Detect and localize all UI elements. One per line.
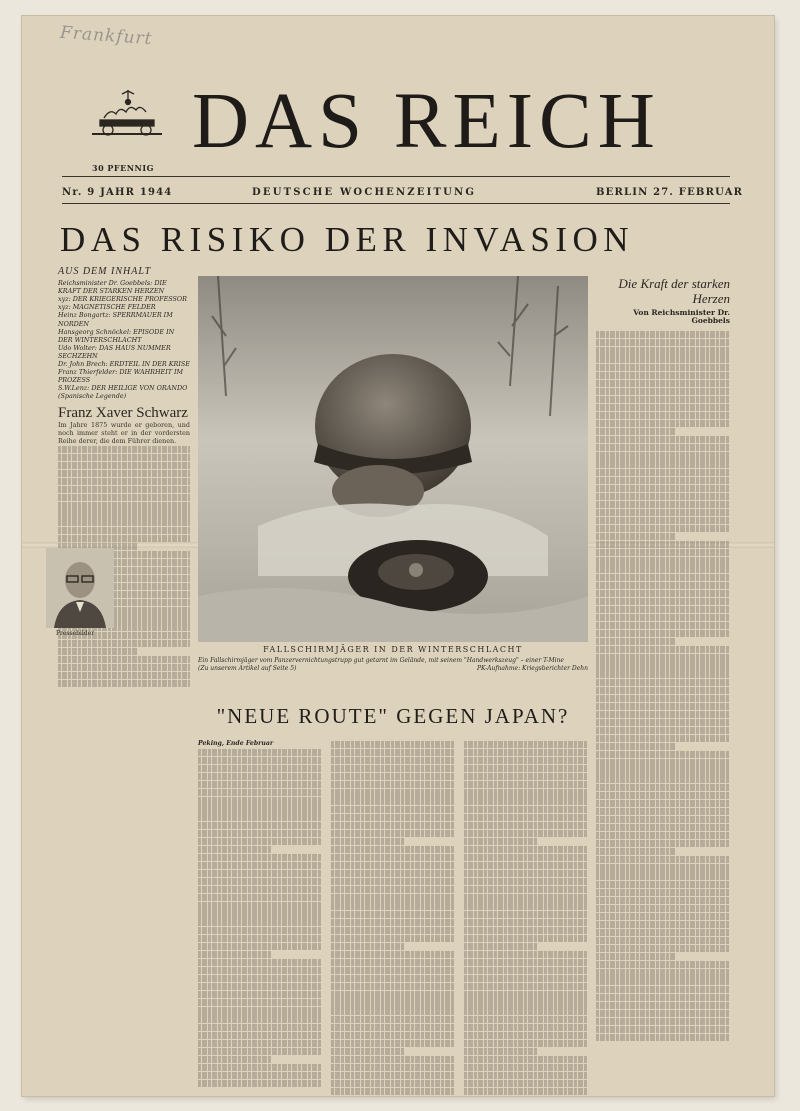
text-line xyxy=(331,838,405,845)
text-line xyxy=(596,598,730,605)
text-line xyxy=(596,452,730,459)
text-line xyxy=(596,565,730,572)
text-line xyxy=(464,902,588,909)
text-line xyxy=(331,1016,455,1023)
text-line xyxy=(596,872,730,879)
text-line xyxy=(596,824,730,831)
text-line xyxy=(464,1072,588,1079)
text-line xyxy=(198,967,322,974)
text-line xyxy=(596,380,730,387)
contents-title: AUS DEM INHALT xyxy=(58,266,152,277)
text-line xyxy=(464,1048,538,1055)
text-line xyxy=(331,1088,455,1095)
text-line xyxy=(331,773,455,780)
sub-headline: "NEUE ROUTE" GEGEN JAPAN? xyxy=(216,704,570,728)
text-line xyxy=(596,792,730,799)
text-line xyxy=(596,525,730,532)
text-line xyxy=(198,781,322,788)
text-line xyxy=(596,961,730,968)
text-line xyxy=(596,969,730,976)
text-line xyxy=(331,830,455,837)
text-line xyxy=(198,878,322,885)
text-line xyxy=(596,840,730,847)
text-line xyxy=(58,494,190,501)
text-line xyxy=(596,501,730,508)
text-line xyxy=(58,535,190,542)
text-line xyxy=(464,1007,588,1014)
text-line xyxy=(331,983,455,990)
text-line xyxy=(331,822,455,829)
text-line xyxy=(596,775,730,782)
text-line xyxy=(331,781,455,788)
text-line xyxy=(464,789,588,796)
text-line xyxy=(331,846,455,853)
photo-reference: (Zu unserem Artikel auf Seite 5) xyxy=(198,665,297,672)
text-line xyxy=(596,881,730,888)
text-line xyxy=(331,1048,405,1055)
sub-article-col-2 xyxy=(331,740,455,1096)
text-line xyxy=(596,679,730,686)
text-line xyxy=(331,1056,455,1063)
text-line xyxy=(596,364,730,371)
text-line xyxy=(331,1040,455,1047)
text-line xyxy=(198,943,322,950)
text-line xyxy=(596,574,730,581)
text-line xyxy=(58,527,190,534)
text-line xyxy=(198,765,322,772)
text-line xyxy=(198,1024,322,1031)
text-line xyxy=(596,1002,730,1009)
text-line xyxy=(198,951,272,958)
place-date: BERLIN 27. FEBRUAR xyxy=(596,187,744,198)
text-line xyxy=(596,759,730,766)
left-article-title: Franz Xaver Schwarz xyxy=(58,404,188,421)
text-line xyxy=(331,854,455,861)
text-line xyxy=(596,614,730,621)
text-line xyxy=(596,1010,730,1017)
text-line xyxy=(198,1064,322,1071)
contents-item: xyz: MAGNETISCHE FELDER xyxy=(58,303,156,312)
text-line xyxy=(596,533,676,540)
text-line xyxy=(464,773,588,780)
text-line xyxy=(596,913,730,920)
contents-item: Hansgeorg Schnöckel: EPISODE IN DER WINTERSCHLACHT xyxy=(58,327,175,344)
text-line xyxy=(198,975,322,982)
text-line xyxy=(198,1015,322,1022)
text-line xyxy=(331,991,455,998)
text-line xyxy=(464,886,588,893)
text-line xyxy=(464,806,588,813)
text-line xyxy=(198,1048,322,1055)
text-line xyxy=(464,838,538,845)
text-line xyxy=(464,846,588,853)
portrait-photo xyxy=(46,548,114,628)
text-line xyxy=(464,983,588,990)
text-line xyxy=(596,662,730,669)
text-line xyxy=(331,878,455,885)
paper-subtitle: DEUTSCHE WOCHENZEITUNG xyxy=(252,187,477,198)
text-line xyxy=(198,854,322,861)
text-line xyxy=(596,986,730,993)
text-line xyxy=(198,870,322,877)
quadriga-logo xyxy=(84,88,170,138)
text-line xyxy=(596,493,730,500)
text-line xyxy=(331,886,455,893)
text-line xyxy=(464,862,588,869)
text-line xyxy=(58,486,190,493)
text-line xyxy=(331,999,455,1006)
text-line xyxy=(58,510,190,517)
text-line xyxy=(596,703,730,710)
text-line xyxy=(331,862,455,869)
text-line xyxy=(596,372,730,379)
contents-list xyxy=(58,279,190,400)
text-line xyxy=(596,743,676,750)
contents-item: Reichsminister Dr. Goebbels: DIE KRAFT DER STARKEN HERZEN xyxy=(58,279,167,296)
text-line xyxy=(596,929,730,936)
text-line xyxy=(464,911,588,918)
price-label: 30 PFENNIG xyxy=(92,163,154,173)
photo-credit: PK-Aufnahme: Kriegsberichter Dehn xyxy=(477,665,588,672)
photo-subcaption: Ein Fallschirmjäger vom Panzervernichtungstrupp gut getarnt im Gelände, mit seinem "Handwerkszeug" – einer T-Mine xyxy=(198,657,564,664)
text-line xyxy=(198,886,322,893)
text-line xyxy=(331,902,455,909)
text-line xyxy=(464,854,588,861)
text-line xyxy=(198,749,322,756)
left-article-lead: Im Jahre 1875 wurde er geboren, und noch immer steht er in der vordersten Reihe derer, die dem Führer dienen. xyxy=(58,420,190,445)
right-article-body xyxy=(596,331,730,1041)
text-line xyxy=(596,428,676,435)
text-line xyxy=(331,806,455,813)
text-line xyxy=(331,951,455,958)
text-line xyxy=(596,436,730,443)
text-line xyxy=(331,870,455,877)
text-line xyxy=(58,502,190,509)
text-line xyxy=(331,959,455,966)
text-line xyxy=(596,444,730,451)
text-line xyxy=(198,822,322,829)
text-line xyxy=(331,1007,455,1014)
text-line xyxy=(596,638,676,645)
text-line xyxy=(58,640,190,647)
text-line xyxy=(596,921,730,928)
text-line xyxy=(596,808,730,815)
text-line xyxy=(198,983,322,990)
text-line xyxy=(596,557,730,564)
text-line xyxy=(331,1080,455,1087)
contents-item: Heinz Bongartz: SPERRMAUER IM NORDEN xyxy=(58,311,173,328)
text-line xyxy=(596,622,730,629)
text-line xyxy=(464,870,588,877)
right-article-title: Die Kraft der starken Herzen xyxy=(618,276,730,306)
text-line xyxy=(198,797,322,804)
text-line xyxy=(464,749,588,756)
text-line xyxy=(464,1040,588,1047)
text-line xyxy=(331,943,405,950)
text-line xyxy=(596,339,730,346)
text-line xyxy=(464,1032,588,1039)
right-column xyxy=(596,276,730,1042)
text-line xyxy=(464,878,588,885)
text-line xyxy=(464,991,588,998)
contents-item: Franz Thierfelder: DIE WAHRHEIT IM PROZESS xyxy=(58,368,184,385)
text-line xyxy=(596,832,730,839)
text-line xyxy=(331,975,455,982)
text-line xyxy=(464,999,588,1006)
issue-number: Nr. 9 JAHR 1944 xyxy=(62,187,173,198)
contents-item: xyz: DER KRIEGERISCHE PROFESSOR xyxy=(58,295,187,304)
text-line xyxy=(464,765,588,772)
text-line xyxy=(464,830,588,837)
text-line xyxy=(596,1018,730,1025)
text-line xyxy=(464,943,538,950)
text-line xyxy=(596,396,730,403)
text-line xyxy=(58,454,190,461)
text-line xyxy=(464,967,588,974)
text-line xyxy=(464,894,588,901)
masthead-rule-top xyxy=(62,176,730,177)
text-line xyxy=(464,741,588,748)
text-line xyxy=(464,822,588,829)
text-line xyxy=(596,630,730,637)
text-line xyxy=(464,797,588,804)
contents-item: Dr. John Brech: ERDTEIL IN DER KRISE xyxy=(58,360,190,369)
text-line xyxy=(464,951,588,958)
text-line xyxy=(596,347,730,354)
contents-item: S.W.Lenz: DER HEILIGE VON ORANDO (Spanische Legende) xyxy=(58,384,188,401)
text-line xyxy=(596,412,730,419)
text-line xyxy=(596,727,730,734)
text-line xyxy=(331,1024,455,1031)
text-line xyxy=(596,517,730,524)
text-line xyxy=(596,590,730,597)
text-line xyxy=(596,420,730,427)
text-line xyxy=(331,741,455,748)
text-line xyxy=(596,606,730,613)
text-line xyxy=(596,687,730,694)
text-line xyxy=(331,1064,455,1071)
text-line xyxy=(464,959,588,966)
text-line xyxy=(331,919,455,926)
text-line xyxy=(596,784,730,791)
text-line xyxy=(464,1064,588,1071)
text-line xyxy=(331,797,455,804)
text-line xyxy=(596,509,730,516)
text-line xyxy=(464,757,588,764)
text-line xyxy=(596,485,730,492)
photo-subcaption-row xyxy=(198,657,588,664)
text-line xyxy=(198,805,322,812)
text-line xyxy=(198,927,322,934)
text-line xyxy=(464,919,588,926)
text-line xyxy=(596,719,730,726)
text-line xyxy=(198,1056,272,1063)
text-line xyxy=(596,1026,730,1033)
contents-item: Udo Wolter: DAS HAUS NUMMER SECHZEHN xyxy=(58,343,171,360)
text-line xyxy=(58,446,190,453)
text-line xyxy=(198,999,322,1006)
text-line xyxy=(596,994,730,1001)
text-line xyxy=(198,1007,322,1014)
text-line xyxy=(198,918,322,925)
text-line xyxy=(198,991,322,998)
text-line xyxy=(596,477,730,484)
text-line xyxy=(596,646,730,653)
sub-article-col-3 xyxy=(464,740,588,1096)
text-line xyxy=(596,404,730,411)
portrait-caption: Pressebilder xyxy=(56,630,95,637)
text-line xyxy=(198,894,322,901)
text-line xyxy=(331,749,455,756)
text-line xyxy=(596,1034,730,1041)
text-line xyxy=(596,953,676,960)
text-line xyxy=(596,945,730,952)
text-line xyxy=(198,846,272,853)
text-line xyxy=(596,864,730,871)
text-line xyxy=(198,789,322,796)
text-line xyxy=(596,937,730,944)
text-line xyxy=(464,1088,588,1095)
text-line xyxy=(596,711,730,718)
text-line xyxy=(596,897,730,904)
text-line xyxy=(464,814,588,821)
text-line xyxy=(331,911,455,918)
text-line xyxy=(596,469,730,476)
text-line xyxy=(596,977,730,984)
text-line xyxy=(198,1080,322,1087)
text-line xyxy=(596,905,730,912)
text-line xyxy=(198,830,322,837)
text-line xyxy=(58,462,190,469)
text-line xyxy=(596,541,730,548)
text-line xyxy=(198,813,322,820)
text-line xyxy=(464,935,588,942)
text-line xyxy=(331,894,455,901)
text-line xyxy=(464,1016,588,1023)
text-line xyxy=(198,935,322,942)
text-line xyxy=(596,460,730,467)
text-line xyxy=(58,478,190,485)
main-photo xyxy=(198,276,588,642)
text-line xyxy=(58,664,190,671)
right-article-author: Von Reichsminister Dr. Goebbels xyxy=(633,308,730,326)
text-line xyxy=(198,773,322,780)
text-line xyxy=(464,1080,588,1087)
text-line xyxy=(596,388,730,395)
text-line xyxy=(331,814,455,821)
text-line xyxy=(464,1024,588,1031)
text-line xyxy=(464,781,588,788)
text-line xyxy=(58,680,190,687)
text-line xyxy=(596,848,676,855)
main-headline: DAS RISIKO DER INVASION xyxy=(60,220,635,259)
text-line xyxy=(596,767,730,774)
text-line xyxy=(198,1072,322,1079)
text-line xyxy=(596,735,730,742)
text-line xyxy=(331,967,455,974)
masthead-title: DAS REICH xyxy=(192,78,661,165)
text-line xyxy=(464,1056,588,1063)
text-line xyxy=(596,331,730,338)
text-line xyxy=(198,902,322,909)
text-line xyxy=(596,670,730,677)
text-line xyxy=(596,695,730,702)
photo-caption: FALLSCHIRMJÄGER IN DER WINTERSCHLACHT xyxy=(263,645,523,654)
text-line xyxy=(58,518,190,525)
text-line xyxy=(198,1040,322,1047)
text-line xyxy=(331,927,455,934)
text-line xyxy=(464,927,588,934)
text-line xyxy=(596,549,730,556)
text-line xyxy=(596,889,730,896)
text-line xyxy=(198,862,322,869)
text-line xyxy=(596,816,730,823)
text-line xyxy=(58,656,190,663)
text-line xyxy=(198,959,322,966)
text-line xyxy=(331,789,455,796)
text-line xyxy=(198,1032,322,1039)
text-line xyxy=(58,470,190,477)
text-line xyxy=(331,935,455,942)
text-line xyxy=(331,765,455,772)
text-line xyxy=(331,1032,455,1039)
text-line xyxy=(198,838,322,845)
photo-credit-row xyxy=(198,665,588,672)
sub-article-dateline: Peking, Ende Februar xyxy=(198,740,274,747)
text-line xyxy=(464,975,588,982)
pencil-annotation: Frankfurt xyxy=(59,22,154,50)
text-line xyxy=(596,856,730,863)
text-line xyxy=(331,1072,455,1079)
text-line xyxy=(58,648,137,655)
masthead-rule-bottom xyxy=(62,203,730,204)
text-line xyxy=(596,582,730,589)
sub-article-col-1 xyxy=(198,740,322,1088)
text-line xyxy=(596,800,730,807)
text-line xyxy=(596,751,730,758)
text-line xyxy=(198,910,322,917)
text-line xyxy=(596,355,730,362)
text-line xyxy=(596,654,730,661)
text-line xyxy=(58,672,190,679)
text-line xyxy=(331,757,455,764)
text-line xyxy=(198,757,322,764)
